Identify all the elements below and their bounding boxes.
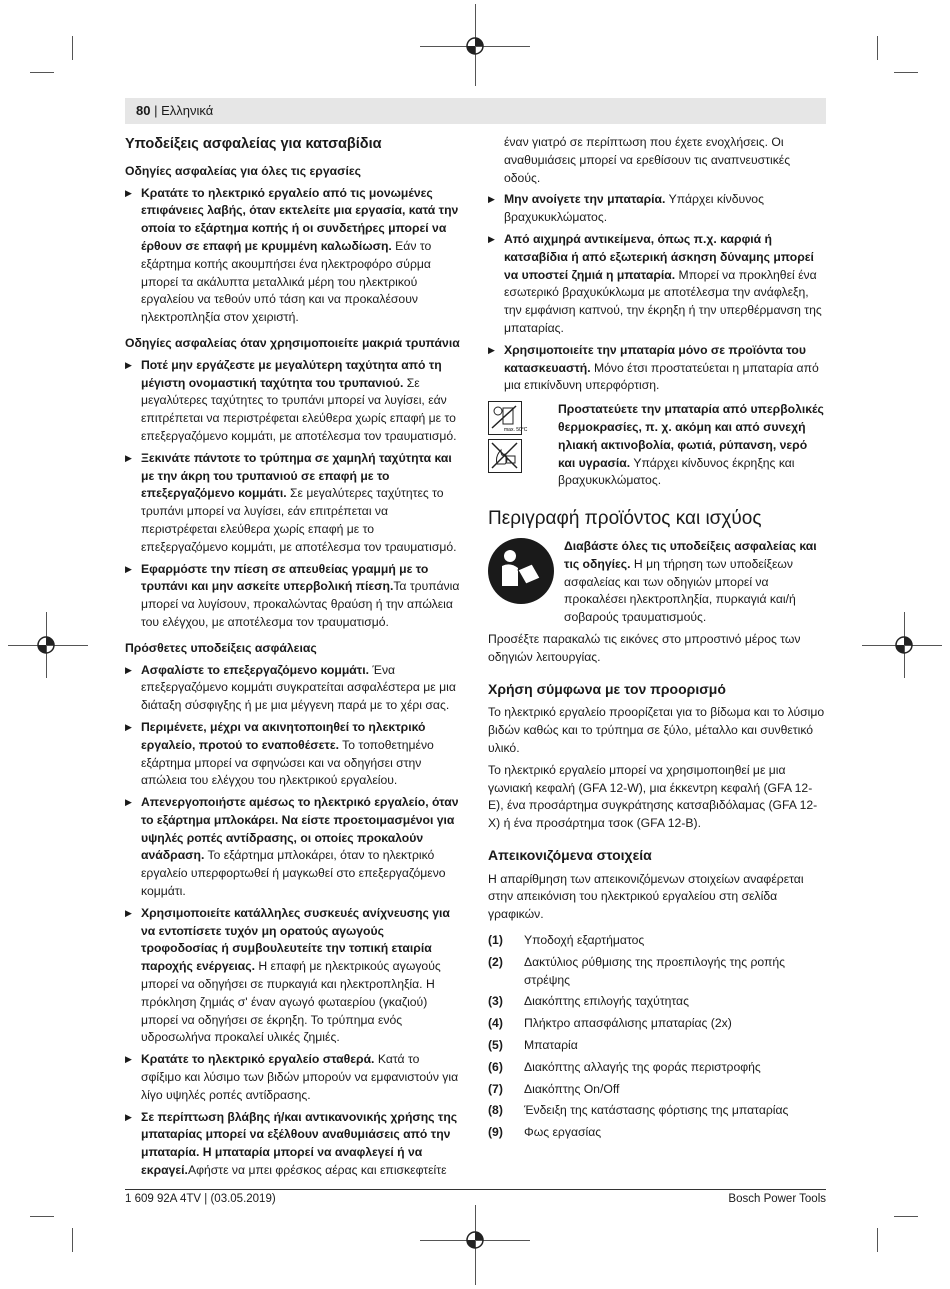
subsection-heading: Πρόσθετες υποδείξεις ασφάλειας — [125, 640, 317, 655]
component-item: (4) Πλήκτρο απασφάλισης μπαταρίας (2x) — [488, 1016, 732, 1031]
section-title: Υποδείξεις ασφαλείας για κατσαβίδια — [125, 136, 382, 152]
crop-mark — [72, 1228, 73, 1252]
crop-mark — [30, 1216, 54, 1217]
fold-out-note: Προσέξτε παρακαλώ τις εικόνες στο μπροστινό μέρος των οδηγιών λειτουργίας. — [488, 631, 801, 664]
crop-mark — [894, 72, 918, 73]
battery-protection-block — [488, 401, 826, 490]
component-item: (8) Ένδειξη της κατάστασης φόρτισης της μπαταρίας — [488, 1103, 789, 1118]
read-instructions-text: Διαβάστε όλες τις υποδείξεις ασφαλείας και τις οδηγίες. Η μη τήρηση των υποδείξεων ασφαλείας και των οδηγιών μπορεί να προκαλέσει ηλεκτροπληξία, πυρκαγιά και/ή σοβαρούς τραυματισμούς. — [564, 538, 817, 625]
header-language: Ελληνικά — [161, 103, 214, 118]
safety-item: ▶ Περιμένετε, μέχρι να ακινητοποιηθεί το ηλεκτρικό εργαλείο, προτού το εναποθέσετε. Το τοποθετημένο εξάρτημα μπορεί να σφηνώσει και να οδηγήσει στην απώλεια του ελέγχου του ηλεκτρικού εργαλείου. — [125, 719, 460, 790]
right-column — [488, 134, 826, 1146]
registration-mark-icon — [894, 635, 914, 655]
registration-mark-icon — [36, 635, 56, 655]
continued-text: έναν γιατρό σε περίπτωση που έχετε ενοχλήσεις. Οι αναθυμιάσεις μπορεί να ερεθίσουν τις αναπνευστικές οδούς. — [504, 135, 791, 185]
safety-item: ▶ Σε περίπτωση βλάβης ή/και αντικανονικής χρήσης της μπαταρίας μπορεί να εξέλθουν αναθυμιάσεις από την μπαταρία. Η μπαταρία μπορεί να αναφλεγεί ή να εκραγεί.Αφήστε να μπει φρέσκος αέρας και επισκεφτείτε — [125, 1109, 460, 1180]
page-number: 80 — [136, 103, 151, 118]
safety-item: ▶ Εφαρμόστε την πίεση σε απευθείας γραμμή με το τρυπάνι και μην ασκείτε υπερβολική πίεση.Τα τρυπάνια μπορεί να λυγίσουν, προκαλώντας θραύση ή την απώλεια του ελέγχου, με αποτέλεσμα τον τραυματισμό. — [125, 561, 460, 632]
registration-mark-icon — [465, 36, 485, 56]
subsection-heading: Οδηγίες ασφαλείας για όλες τις εργασίες — [125, 163, 361, 178]
component-item: (3) Διακόπτης επιλογής ταχύτητας — [488, 994, 689, 1009]
crop-mark — [72, 36, 73, 60]
footer-doc-id: 1 609 92A 4TV | (03.05.2019) — [125, 1193, 276, 1205]
intended-use-paragraph: Το ηλεκτρικό εργαλείο μπορεί να χρησιμοποιηθεί με μια γωνιακή κεφαλή (GFA 12-W), μια έκκεντρη κεφαλή (GFA 12-E), ένα προσάρτημα συγκράτησης κατσαβιδόλαμας (GFA 12-X) ή ένα προσάρτημα τσοκ (GFA 12-B). — [488, 762, 818, 831]
component-item: (2) Δακτύλιος ρύθμισης της προεπιλογής της ροπής στρέψης — [488, 954, 786, 987]
components-heading: Απεικονιζόμενα στοιχεία — [488, 846, 652, 863]
chapter-title: Περιγραφή προϊόντος και ισχύος — [488, 508, 762, 530]
footer-brand: Bosch Power Tools — [728, 1193, 826, 1205]
crop-mark — [30, 72, 54, 73]
crop-mark — [894, 1216, 918, 1217]
page-footer — [125, 1189, 826, 1205]
warning-icons — [488, 401, 558, 490]
safety-item: ▶ Κρατάτε το ηλεκτρικό εργαλείο σταθερά. Κατά το σφίξιμο και λύσιμο των βιδών μπορούν να εμφανιστούν για λίγο υψηλές ροπές αντίδρασης. — [125, 1051, 460, 1104]
read-manual-icon — [488, 538, 554, 604]
component-item: (9) Φως εργασίας — [488, 1125, 602, 1140]
header-separator: | — [154, 103, 158, 118]
svg-text:max. 50°C: max. 50°C — [504, 427, 528, 434]
safety-item: ▶ Χρησιμοποιείτε την μπαταρία μόνο σε προϊόντα του κατασκευαστή. Μόνο έτσι προστατεύεται η μπαταρία από μια επικίνδυνη υπερφόρτιση. — [488, 342, 826, 395]
read-instructions-block — [488, 538, 826, 627]
sun-heat-icon — [488, 401, 528, 435]
safety-item: ▶ Από αιχμηρά αντικείμενα, όπως π.χ. καρφιά ή κατσαβίδια ή από εξωτερική άσκηση δύναμης μπορεί να υποστεί ζημιά η μπαταρία. Μπορεί να προκληθεί ένα εσωτερικό βραχυκύκλωμα με αποτέλεσμα την ανάφλεξη, την εμφάνιση καπνού, την έκρηξη ή την υπερθέρμανση της μπαταρίας. — [488, 231, 826, 338]
intended-use-heading: Χρήση σύμφωνα με τον προορισμό — [488, 680, 726, 697]
battery-protection-text: Προστατεύετε την μπαταρία από υπερβολικές θερμοκρασίες, π. χ. ακόμη και από συνεχή ηλιακή ακτινοβολία, φωτιά, ρύπανση, νερό και υγρασία. Υπάρχει κίνδυνος έκρηξης και βραχυκυκλώματος. — [558, 402, 824, 488]
registration-mark-icon — [465, 1230, 485, 1250]
crop-mark — [877, 36, 878, 60]
component-item: (1) Υποδοχή εξαρτήματος — [488, 933, 645, 948]
safety-item: ▶ Μην ανοίγετε την μπαταρία. Υπάρχει κίνδυνος βραχυκυκλώματος. — [488, 191, 826, 227]
component-item: (7) Διακόπτης On/Off — [488, 1081, 620, 1096]
component-item: (6) Διακόπτης αλλαγής της φοράς περιστροφής — [488, 1059, 761, 1074]
subsection-heading: Οδηγίες ασφαλείας όταν χρησιμοποιείτε μακριά τρυπάνια — [125, 335, 460, 350]
components-intro: Η απαρίθμηση των απεικονιζόμενων στοιχείων αναφέρεται στην απεικόνιση του ηλεκτρικού εργαλείου στη σελίδα γραφικών. — [488, 871, 804, 922]
no-fire-water-icon — [488, 439, 522, 473]
page-header — [125, 98, 826, 124]
safety-item: ▶ Απενεργοποιήστε αμέσως το ηλεκτρικό εργαλείο, όταν το εξάρτημα μπλοκάρει. Να είστε προετοιμασμένοι για υψηλές ροπές αντίδρασης, οι οποίες προκαλούν ανάδραση. Το εξάρτημα μπλοκάρει, όταν το ηλεκτρικό εργαλείο υπερφορτωθεί ή μαγκωθεί στο επεξεργαζόμενο κομμάτι. — [125, 794, 460, 901]
safety-item: ▶ Χρησιμοποιείτε κατάλληλες συσκευές ανίχνευσης για να εντοπίσετε τυχόν μη ορατούς αγωγούς τροφοδοσίας ή συμβουλευτείτε την τοπική εταιρία παροχής ενέργειας. Η επαφή με ηλεκτρικούς αγωγούς μπορεί να οδηγήσει σε πυρκαγιά και ηλεκτροπληξία. Η πρόκληση ζημιάς σ' έναν αγωγό φωταερίου (γκαζιού) μπορεί να οδηγήσει σε έκρηξη. Το τρύπημα ενός υδροσωλήνα προκαλεί υλικές ζημιές. — [125, 905, 460, 1047]
safety-item: ▶ Ξεκινάτε πάντοτε το τρύπημα σε χαμηλή ταχύτητα και με την άκρη του τρυπανιού σε επαφή με το επεξεργαζόμενο κομμάτι. Σε μεγαλύτερες ταχύτητες το τρυπάνι μπορεί να λυγίσει, εάν επιτρέπεται να περιστρέφεται ελεύθερα χωρίς επαφή με το επεξεργαζόμενο κομμάτι, με αποτέλεσμα τον τραυματισμό. — [125, 450, 460, 557]
component-item: (5) Μπαταρία — [488, 1038, 578, 1053]
safety-item: ▶ Κρατάτε το ηλεκτρικό εργαλείο από τις μονωμένες επιφάνειες λαβής, όταν εκτελείτε μια εργασία, κατά την οποία το εξάρτημα κοπής ή οι συνδετήρες μπορεί να έρθουν σε επαφή με κρυμμένη καλωδίωση. Εάν το εξάρτημα κοπής ακουμπήσει ένα ηλεκτροφόρο σύρμα μπορεί τα ακάλυπτα μεταλλικά μέρη του ηλεκτρικού εργαλείου να τεθούν υπό τάση και να προκαλέσουν ηλεκτροπληξία στον χειριστή. — [125, 185, 460, 327]
left-column — [125, 134, 460, 1184]
crop-mark — [877, 1228, 878, 1252]
safety-item: ▶ Ασφαλίστε το επεξεργαζόμενο κομμάτι. Ένα επεξεργαζόμενο κομμάτι συγκρατείται ασφαλέστερα με μια διάταξη σύσφιγξης ή με μια μέγγενη παρά με το χέρι σας. — [125, 662, 460, 715]
safety-item: ▶ Ποτέ μην εργάζεστε με μεγαλύτερη ταχύτητα από τη μέγιστη ονομαστική ταχύτητα του τρυπανιού. Σε μεγαλύτερες ταχύτητες το τρυπάνι μπορεί να λυγίσει, εάν επιτρέπεται να περιστρέφεται ελεύθερα χωρίς επαφή με το επεξεργαζόμενο κομμάτι, με αποτέλεσμα τον τραυματισμό. — [125, 357, 460, 446]
intended-use-paragraph: Το ηλεκτρικό εργαλείο προορίζεται για το βίδωμα και το λύσιμο βιδών καθώς και το τρύπημα σε ξύλο, μέταλλο και συνθετικό υλικό. — [488, 705, 825, 755]
